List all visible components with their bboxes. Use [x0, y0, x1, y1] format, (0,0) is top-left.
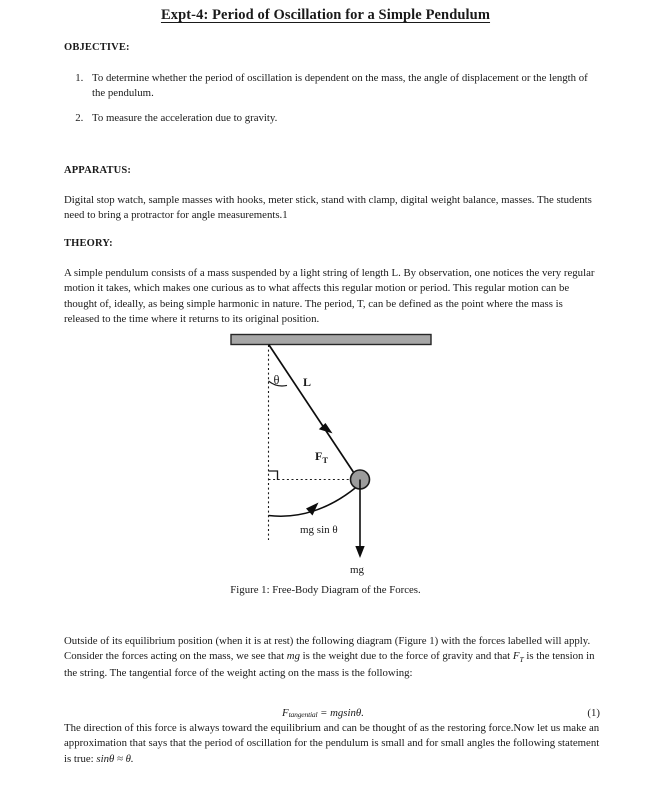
objective-heading: OBJECTIVE: — [64, 42, 130, 53]
small-angle-approximation: sinθ ≈ θ. — [96, 752, 134, 765]
apparatus-heading: APPARATUS: — [64, 165, 132, 176]
equation-1-number: (1) — [587, 707, 600, 720]
list-item: 1. To determine whether the period of oscillation is dependent on the mass, the angle of displacement or the length of the pendulum. — [86, 71, 594, 102]
tension-label: $F_T$ — [315, 449, 329, 465]
apparatus-section — [64, 165, 598, 224]
theta-label: θ — [273, 373, 280, 387]
equation-1-expression: Ftangential = mgsinθ. — [282, 707, 364, 720]
list-item: 2. To measure the acceleration due to gravity. — [86, 111, 594, 126]
document-page — [0, 7, 651, 797]
mg-inline: mg — [286, 650, 300, 663]
theory-paragraph-1: A simple pendulum consists of a mass suspended by a light string of length L. By observation, one notices the very regular motion it takes, which makes one curious as to what affects this regular motion or period. This regular motion can be thought of, ideally, as being simple harmonic in nature. The period, T, can be defined as the point where the mass is released to the time where it returns to its original position. — [64, 267, 595, 325]
paragraph-3-text: The direction of this force is always toward the equilibrium and can be thought of as the restoring force.Now let us make an approximation that says that the period of oscillation for the pendulum is small and for small angles the following statement is true: — [64, 722, 600, 765]
theory-heading: THEORY: — [64, 238, 113, 249]
right-angle-marker-icon — [269, 471, 278, 480]
weight-label: mg — [350, 564, 365, 576]
objective-section — [64, 42, 594, 135]
theory-section — [64, 238, 600, 327]
tangential-force-label: mg sin θ — [300, 524, 338, 536]
theory-paragraph-3 — [64, 721, 600, 767]
objective-list — [64, 71, 594, 126]
pendulum-string — [269, 345, 358, 480]
apparatus-text: Digital stop watch, sample masses with hooks, meter stick, stand with clamp, digital weight balance, masses. The students need to bring a protractor for angle measurements.1 — [64, 194, 592, 222]
figure-1 — [0, 329, 651, 596]
paragraph-2-part-a: Outside of its equilibrium position (when it is at rest) the following diagram (Figure 1) with the forces labelled will apply. Consider the forces acting on the mass, we see that — [64, 635, 591, 663]
paragraph-2-part-c: is the tension in the string. The tangential force of the weight acting on the mass is the following: — [64, 650, 595, 680]
length-label: L — [303, 375, 312, 389]
page-title: Expt-4: Period of Oscillation for a Simple Pendulum — [160, 7, 491, 23]
theory-paragraph-2 — [64, 634, 600, 682]
paragraph-2-part-b: is the weight due to the force of gravity and that — [299, 650, 513, 663]
figure-caption: Figure 1: Free-Body Diagram of the Forces. — [230, 584, 421, 596]
weight-arrowhead-icon — [355, 546, 364, 558]
pendulum-diagram — [0, 329, 651, 584]
ft-inline: $F_T$ — [512, 650, 524, 665]
support-bar-icon — [231, 335, 431, 345]
